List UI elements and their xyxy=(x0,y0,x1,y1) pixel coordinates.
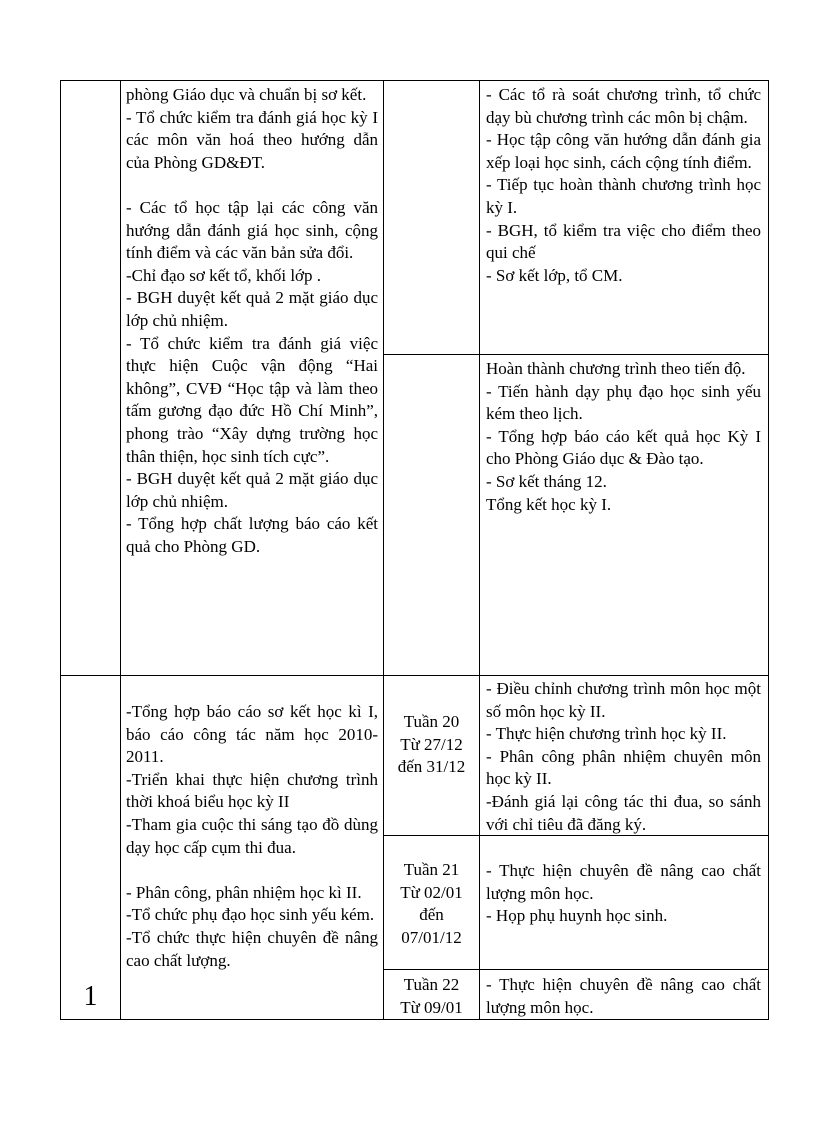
week-date-from: Từ 27/12 xyxy=(400,734,463,754)
activity-text: - Tổ chức kiểm tra đánh giá học kỳ I các môn văn hoá theo hướng dẫn của Phòng GD&ĐT. xyxy=(126,107,378,172)
week-label: Tuần 20 xyxy=(403,712,460,731)
content-text: - Học tập công văn hướng dẫn đánh gia xếp loại học sinh, cách cộng tính điểm. xyxy=(486,130,761,172)
week-22-cell xyxy=(384,974,479,1019)
top-row-a-content-cell xyxy=(486,84,761,287)
content-text: - Tiếp tục hoàn thành chương trình học kỳ I. xyxy=(486,175,761,217)
activity-text: - BGH duyệt kết quả 2 mặt giáo dục lớp chủ nhiệm. xyxy=(126,469,378,511)
week-date-word: đến xyxy=(419,905,444,925)
activity-text: -Tổng hợp báo cáo sơ kết học kì I, báo cáo công tác năm học 2010-2011. xyxy=(126,702,378,767)
top-activities-cell xyxy=(126,84,378,558)
activity-text: -Tham gia cuộc thi sáng tạo đồ dùng dạy học cấp cụm thi đua. xyxy=(126,814,378,857)
week-21-content-cell xyxy=(486,860,761,928)
section-divider xyxy=(60,675,769,676)
activity-text: - BGH duyệt kết quả 2 mặt giáo dục lớp chủ nhiệm. xyxy=(126,288,378,330)
blank-line xyxy=(126,859,378,882)
week-date-from: Từ 02/01 xyxy=(400,882,463,902)
content-text: Tổng kết học kỳ I. xyxy=(486,494,612,514)
content-text: -Đánh giá lại công tác thi đua, so sánh với chỉ tiêu đã đăng ký. xyxy=(486,791,761,834)
table-left-border xyxy=(60,80,61,1020)
content-text: - Các tổ rà soát chương trình, tổ chức dạy bù chương trình các môn bị chậm. xyxy=(486,85,761,127)
column-divider-1 xyxy=(120,80,121,1020)
activity-text: -Triển khai thực hiện chương trình thời khoá biểu học kỳ II xyxy=(126,769,378,812)
content-text: - Thực hiện chương trình học kỳ II. xyxy=(486,724,727,744)
week-20-cell xyxy=(384,711,479,779)
week-21-cell xyxy=(384,859,479,949)
table-right-border xyxy=(768,80,769,1020)
content-text: - Thực hiện chuyên đề nâng cao chất lượng môn học. xyxy=(486,861,761,903)
week-22-content-cell xyxy=(486,974,761,1019)
content-text: - Sơ kết lớp, tổ CM. xyxy=(486,265,623,285)
content-text: - Tổng hợp báo cáo kết quả học Kỳ I cho Phòng Giáo dục & Đào tạo. xyxy=(486,426,761,469)
column-divider-3 xyxy=(479,80,480,1020)
activity-text: -Tổ chức phụ đạo học sinh yếu kém. xyxy=(126,905,375,925)
week-label: Tuần 21 xyxy=(403,860,460,879)
week-20-content-cell xyxy=(486,678,761,836)
content-text: Hoàn thành chương trình theo tiến độ. xyxy=(486,359,746,378)
week-date-to: 07/01/12 xyxy=(401,927,462,947)
bottom-activities-cell xyxy=(126,701,378,972)
content-text: - Phân công phân nhiệm chuyên môn học kỳ II. xyxy=(486,746,761,789)
row-divider-week-21 xyxy=(383,969,769,970)
week-date-to: đến 31/12 xyxy=(397,757,466,777)
activity-text: - Các tổ học tập lại các công văn hướng dẫn đánh giá học sinh, cộng tính điểm và các văn bản sửa đổi. xyxy=(126,197,378,263)
top-row-b-content-cell xyxy=(486,358,761,516)
activity-text: - Tổ chức kiểm tra đánh giá việc thực hiện Cuộc vận động “Hai không”, CVĐ “Học tập và làm theo tấm gương đạo đức Hồ Chí Minh”, phong trào “Xây dựng trường học thân thiện, học sinh tích cực”. xyxy=(126,333,378,466)
content-text: - Thực hiện chuyên đề nâng cao chất lượng môn học. xyxy=(486,975,761,1017)
activity-text: phòng Giáo dục và chuẩn bị sơ kết. xyxy=(126,85,367,104)
row-divider-top-section xyxy=(383,354,769,355)
content-text: - Điều chỉnh chương trình môn học một số môn học kỳ II. xyxy=(486,679,761,721)
content-text: - BGH, tổ kiểm tra việc cho điểm theo qui chế xyxy=(486,220,761,263)
content-text: - Sơ kết tháng 12. xyxy=(486,471,607,491)
content-text: - Họp phụ huynh học sinh. xyxy=(486,906,668,926)
content-text: - Tiến hành dạy phụ đạo học sinh yếu kém theo lịch. xyxy=(486,381,761,424)
activity-text: - Tổng hợp chất lượng báo cáo kết quả cho Phòng GD. xyxy=(126,514,378,556)
week-date-from: Từ 09/01 xyxy=(400,997,463,1017)
activity-text: -Chỉ đạo sơ kết tổ, khối lớp . xyxy=(126,265,322,285)
table-top-border xyxy=(60,80,769,81)
activity-text: - Phân công, phân nhiệm học kì II. xyxy=(126,882,362,902)
section-number-label: 1 xyxy=(83,981,98,1012)
week-label: Tuần 22 xyxy=(403,975,460,994)
blank-line xyxy=(126,174,378,197)
activity-text: -Tổ chức thực hiện chuyên đề nâng cao chất lượng. xyxy=(126,927,378,970)
